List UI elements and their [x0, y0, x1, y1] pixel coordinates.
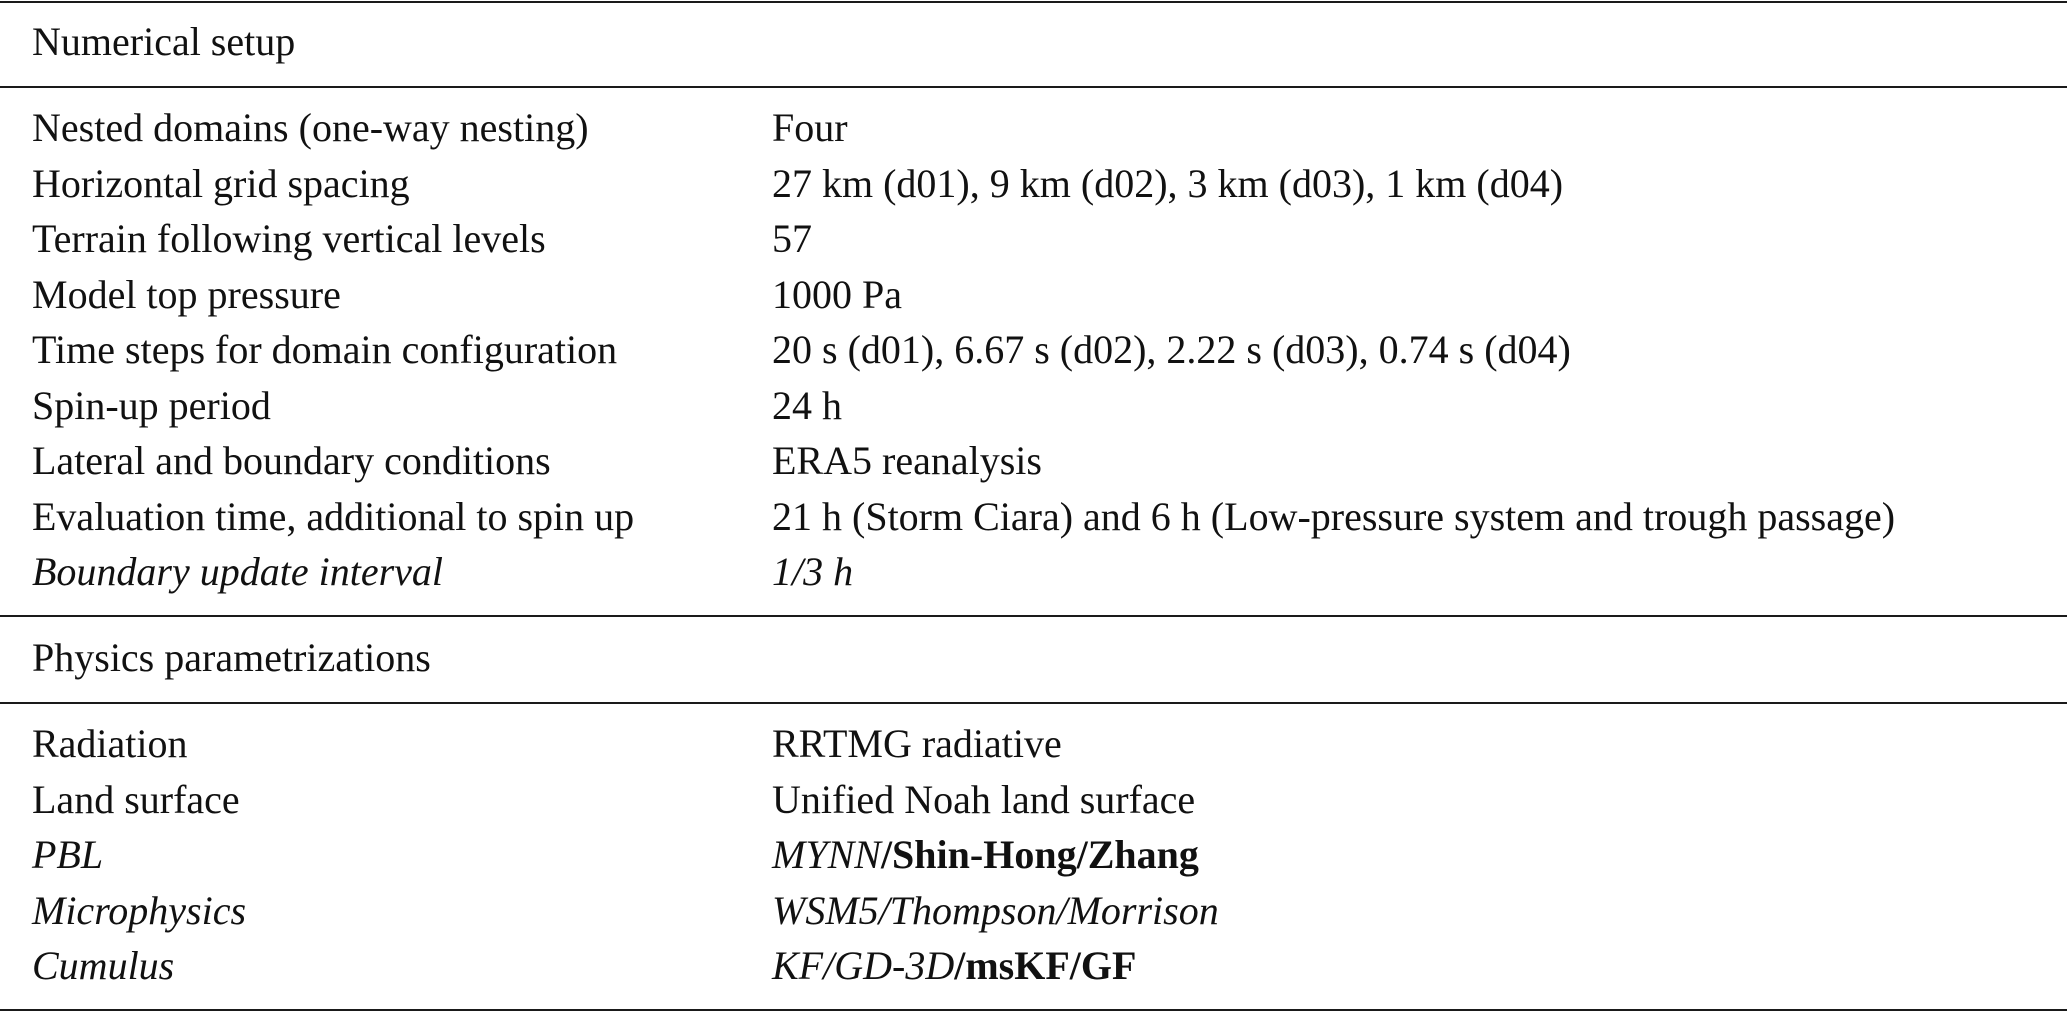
physics-parametrizations-rows	[0, 716, 2067, 994]
value-segment: 27 km (d01), 9 km (d02), 3 km (d03), 1 km (d04)	[772, 160, 1564, 206]
value-segment: 1/3 h	[772, 549, 854, 594]
row-label: Model top pressure	[32, 271, 341, 317]
section-heading-physics-parametrizations: Physics parametrizations	[32, 635, 431, 680]
value-segment: Unified Noah land surface	[772, 776, 1196, 822]
value-segment: MYNN	[772, 832, 881, 877]
row-label: Boundary update interval	[32, 549, 444, 594]
table-row	[0, 433, 2067, 489]
row-value	[772, 156, 1563, 211]
row-label: Spin-up period	[32, 382, 271, 428]
table-row	[0, 156, 2067, 212]
row-value	[772, 827, 1199, 882]
row-value	[772, 267, 902, 322]
row-label: Terrain following vertical levels	[32, 216, 546, 261]
table-row	[0, 827, 2067, 883]
value-segment: 24 h	[772, 382, 842, 428]
row-value	[772, 322, 1571, 377]
row-value	[772, 938, 1136, 993]
table-row	[0, 211, 2067, 267]
table-row	[0, 267, 2067, 323]
row-value	[772, 100, 848, 155]
value-segment: KF/GD-3D	[772, 943, 955, 988]
row-label: Radiation	[32, 721, 188, 766]
row-label: Microphysics	[32, 887, 247, 933]
section-rule	[0, 702, 2067, 704]
value-segment: 57	[772, 216, 812, 261]
table-row	[0, 938, 2067, 994]
table-row	[0, 322, 2067, 378]
row-value	[772, 433, 1042, 488]
row-value	[772, 211, 812, 266]
row-label: Land surface	[32, 776, 240, 822]
value-segment: 20 s (d01), 6.67 s (d02), 2.22 s (d03), 0.74 s (d04)	[772, 327, 1571, 372]
table-row	[0, 378, 2067, 434]
table-row	[0, 100, 2067, 156]
row-label: Time steps for domain configuration	[32, 327, 618, 372]
table-row	[0, 716, 2067, 772]
table-row	[0, 883, 2067, 939]
table-row	[0, 544, 2067, 600]
row-value	[772, 544, 853, 599]
row-label: Evaluation time, additional to spin up	[32, 493, 635, 539]
row-value	[772, 716, 1062, 771]
value-segment: Four	[772, 105, 848, 150]
value-segment: /Shin-Hong/Zhang	[880, 832, 1199, 877]
table-row	[0, 772, 2067, 828]
table-bottom-rule	[0, 1009, 2067, 1011]
row-label: Nested domains (one-way nesting)	[32, 105, 589, 150]
row-value	[772, 378, 842, 433]
value-segment: 1000 Pa	[772, 271, 902, 317]
row-label: Lateral and boundary conditions	[32, 438, 551, 483]
table-row	[0, 489, 2067, 545]
row-label: PBL	[32, 832, 104, 877]
section-rule	[0, 86, 2067, 88]
row-value	[772, 883, 1219, 938]
row-label: Cumulus	[32, 943, 175, 988]
row-value	[772, 772, 1195, 827]
value-segment: RRTMG radiative	[772, 721, 1062, 766]
table-top-rule	[0, 1, 2067, 3]
value-segment: 21 h (Storm Ciara) and 6 h (Low-pressure system and trough passage)	[772, 493, 1896, 539]
row-value	[772, 489, 1895, 544]
numerical-setup-rows	[0, 100, 2067, 600]
value-segment: /msKF/GF	[954, 943, 1137, 988]
value-segment: WSM5/Thompson/Morrison	[772, 887, 1219, 933]
row-label: Horizontal grid spacing	[32, 160, 410, 206]
section-heading-numerical-setup: Numerical setup	[32, 19, 296, 64]
section-rule	[0, 615, 2067, 617]
value-segment: ERA5 reanalysis	[772, 438, 1042, 483]
